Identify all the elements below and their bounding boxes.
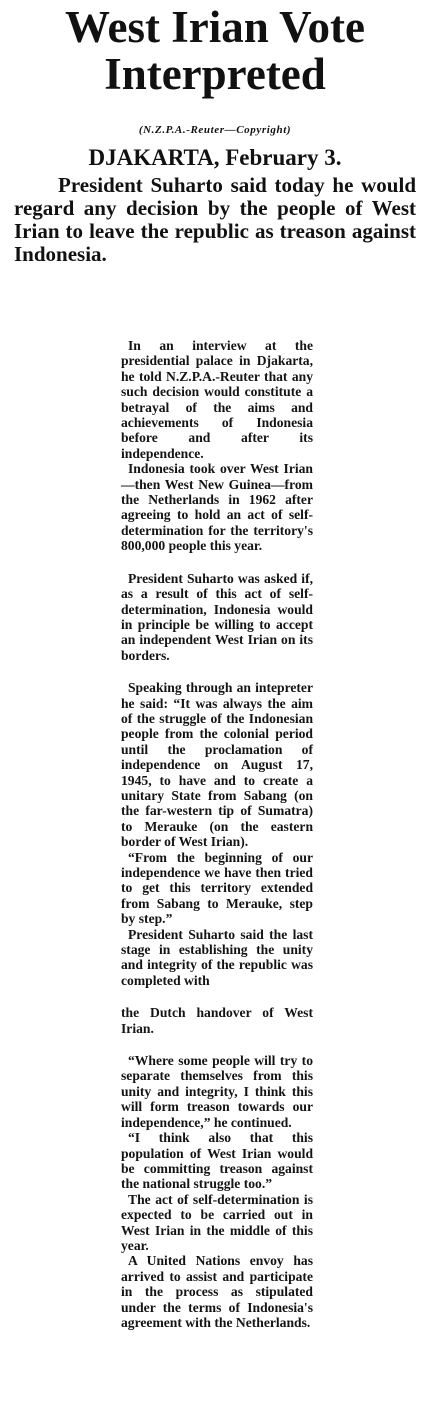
body-paragraph: “I think also that this population of West Irian would be committing treason against the national struggle too.” xyxy=(121,1130,313,1192)
body-paragraph: Speaking through an intepreter he said: “It was always the aim of the struggle of the Indonesian people from the colonial period until the proclamation of independence on August 17, 1945, to have and to create a unitary State from Sabang (on the far-western tip of Sumatra) to Merauke (on the eastern border of West Irian). xyxy=(121,680,313,850)
body-paragraph: Indonesia took over West Irian—then West New Guinea—from the Netherlands in 1962 after agreeing to hold an act of self-determination for the territory's 800,000 people this year. xyxy=(121,461,313,554)
body-column xyxy=(121,338,313,1330)
dateline: DJAKARTA, February 3. xyxy=(88,145,342,170)
body-paragraph: President Suharto was asked if, as a result of this act of self-determination, Indonesia would in principle be willing to accept an independent West Irian on its borders. xyxy=(121,570,313,663)
body-paragraph: A United Nations envoy has arrived to assist and participate in the process as stipulated under the terms of Indonesia's agreement with the Netherlands. xyxy=(121,1253,313,1330)
body-paragraph: “From the beginning of our independence we have then tried to get this territory extended from Sabang to Merauke, step by step.” xyxy=(121,849,313,927)
body-paragraph: the Dutch handover of West Irian. xyxy=(121,1005,313,1036)
body-paragraph: The act of self-determination is expected to be carried out in West Irian in the middle of this year. xyxy=(121,1191,313,1253)
body-paragraph: “Where some people will try to separate themselves from this unity and integrity, I think this will form treason towards our independence,” he continued. xyxy=(121,1053,313,1130)
wire-credit: (N.Z.P.A.-Reuter—Copyright) xyxy=(138,124,292,136)
body-paragraph: President Suharto said the last stage in establishing the unity and integrity of the republic was completed with xyxy=(121,926,313,988)
headline: West Irian Vote Interpreted xyxy=(64,2,365,99)
body-paragraph: In an interview at the presidential palace in Djakarta, he told N.Z.P.A.-Reuter that any such decision would constitute a betrayal of the aims and achievements of Indonesia before and after its independence. xyxy=(121,338,313,461)
lead-paragraph: President Suharto said today he would regard any decision by the people of West Irian to leave the republic as treason against Indonesia. xyxy=(14,173,416,266)
